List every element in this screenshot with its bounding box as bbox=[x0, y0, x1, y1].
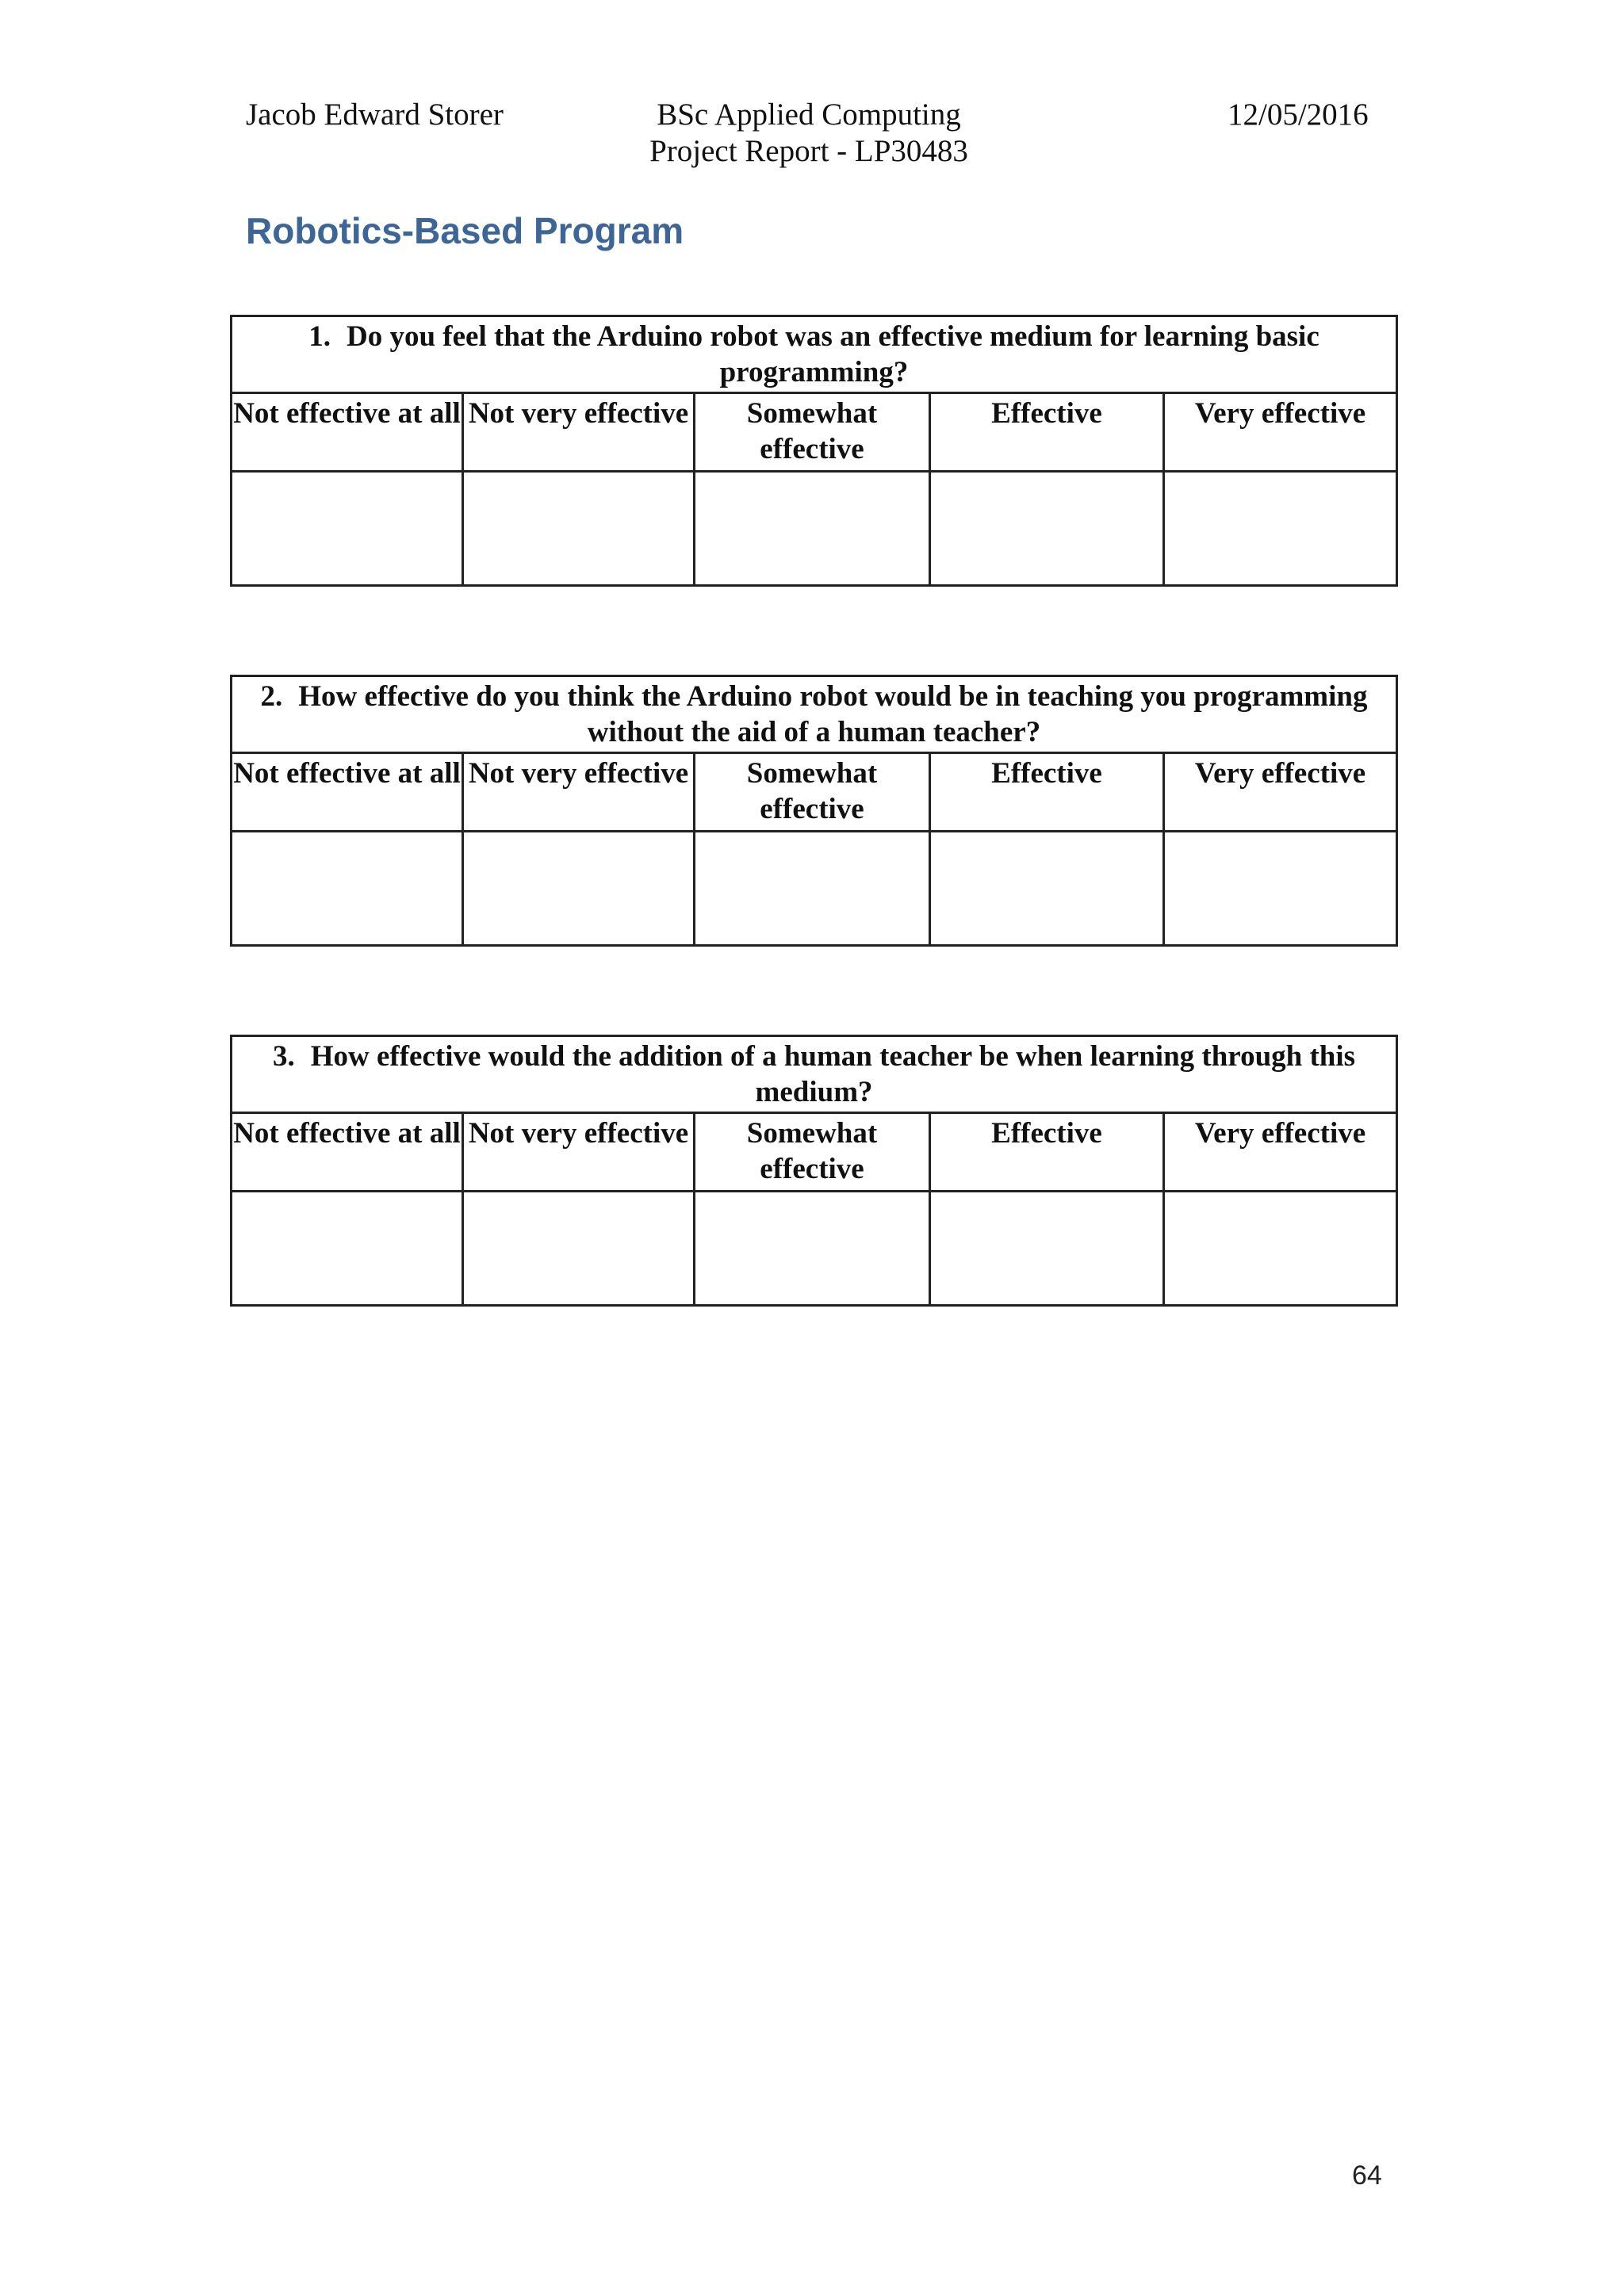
question-number: 3. bbox=[272, 1040, 295, 1073]
scale-header-not-effective-at-all: Not effective at all bbox=[232, 753, 463, 832]
answer-cell-effective[interactable] bbox=[930, 832, 1164, 946]
question-text: How effective do you think the Arduino robot would be in teaching you programming without the aid of a human teacher? bbox=[298, 680, 1368, 748]
scale-header-somewhat-effective: Somewhat effective bbox=[695, 1113, 930, 1192]
section-title: Robotics-Based Program bbox=[246, 210, 684, 251]
question-table-3 bbox=[230, 1035, 1398, 1307]
header-course bbox=[619, 97, 999, 170]
question-number: 1. bbox=[308, 320, 331, 353]
scale-header-not-very-effective: Not very effective bbox=[463, 393, 695, 472]
scale-header-somewhat-effective: Somewhat effective bbox=[695, 393, 930, 472]
question-text-cell bbox=[232, 676, 1397, 753]
answer-cell-very-effective[interactable] bbox=[1164, 472, 1397, 586]
scale-header-not-effective-at-all: Not effective at all bbox=[232, 393, 463, 472]
answer-cell-somewhat-effective[interactable] bbox=[695, 472, 930, 586]
scale-header-effective: Effective bbox=[930, 393, 1164, 472]
question-table-2 bbox=[230, 675, 1398, 947]
page-number: 64 bbox=[1352, 2160, 1382, 2191]
answer-cell-not-very-effective[interactable] bbox=[463, 832, 695, 946]
scale-header-not-effective-at-all: Not effective at all bbox=[232, 1113, 463, 1192]
question-table-1 bbox=[230, 315, 1398, 587]
answer-cell-not-very-effective[interactable] bbox=[463, 1192, 695, 1306]
header-course-line1: BSc Applied Computing bbox=[657, 98, 961, 132]
scale-header-very-effective: Very effective bbox=[1164, 393, 1397, 472]
answer-cell-very-effective[interactable] bbox=[1164, 832, 1397, 946]
scale-header-not-very-effective: Not very effective bbox=[463, 1113, 695, 1192]
question-text: Do you feel that the Arduino robot was an effective medium for learning basic programming? bbox=[347, 320, 1320, 388]
scale-header-somewhat-effective: Somewhat effective bbox=[695, 753, 930, 832]
scale-header-effective: Effective bbox=[930, 753, 1164, 832]
question-text: How effective would the addition of a human teacher be when learning through this medium? bbox=[310, 1040, 1356, 1108]
scale-header-very-effective: Very effective bbox=[1164, 1113, 1397, 1192]
scale-header-not-very-effective: Not very effective bbox=[463, 753, 695, 832]
answer-cell-not-effective-at-all[interactable] bbox=[232, 1192, 463, 1306]
answer-cell-somewhat-effective[interactable] bbox=[695, 1192, 930, 1306]
answer-cell-not-very-effective[interactable] bbox=[463, 472, 695, 586]
answer-cell-not-effective-at-all[interactable] bbox=[232, 832, 463, 946]
header-course-line2: Project Report - LP30483 bbox=[649, 134, 968, 168]
answer-cell-effective[interactable] bbox=[930, 472, 1164, 586]
answer-cell-not-effective-at-all[interactable] bbox=[232, 472, 463, 586]
header-date: 12/05/2016 bbox=[1228, 98, 1369, 132]
answer-cell-somewhat-effective[interactable] bbox=[695, 832, 930, 946]
scale-header-effective: Effective bbox=[930, 1113, 1164, 1192]
question-number: 2. bbox=[260, 680, 283, 713]
question-text-cell bbox=[232, 316, 1397, 393]
scale-header-very-effective: Very effective bbox=[1164, 753, 1397, 832]
question-text-cell bbox=[232, 1036, 1397, 1113]
answer-cell-very-effective[interactable] bbox=[1164, 1192, 1397, 1306]
answer-cell-effective[interactable] bbox=[930, 1192, 1164, 1306]
header-author: Jacob Edward Storer bbox=[246, 98, 504, 132]
